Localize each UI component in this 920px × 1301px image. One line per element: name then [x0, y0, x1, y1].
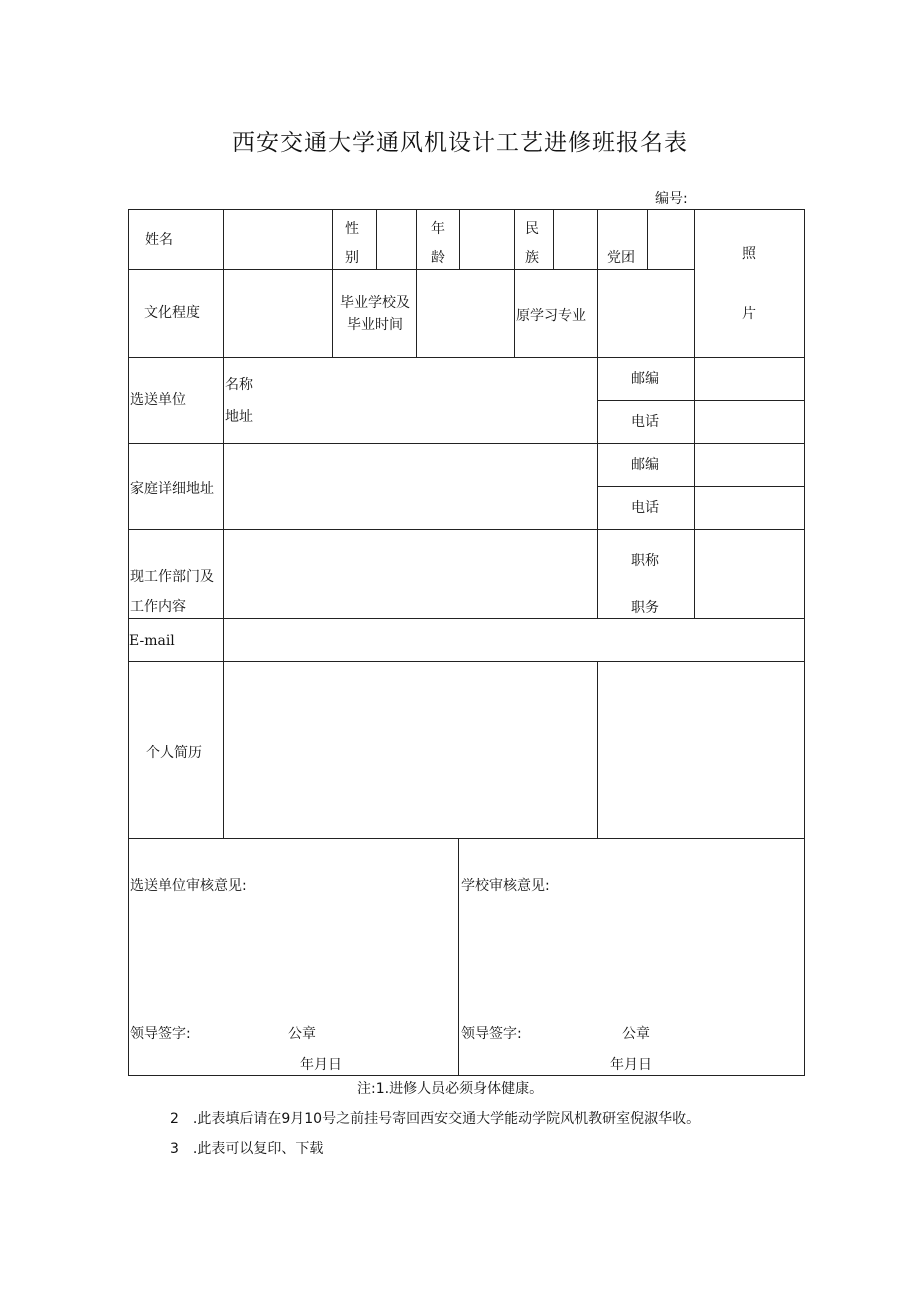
- label-sending-unit: 选送单位: [130, 392, 186, 408]
- registration-form-table: [128, 209, 805, 1076]
- table-border-bottom: [128, 1075, 805, 1076]
- col-divider: [553, 209, 554, 269]
- row-divider: [128, 618, 805, 619]
- label-postcode-2: 邮编: [631, 457, 659, 473]
- row-divider: [128, 357, 805, 358]
- col-divider: [597, 661, 598, 838]
- label-school-review: 学校审核意见:: [461, 878, 550, 894]
- label-ethnicity-2: 族: [525, 250, 539, 266]
- row-divider: [598, 400, 805, 401]
- note-1: 注:1.进修人员必须身体健康。: [357, 1081, 544, 1097]
- label-school-leader-sign: 领导签字:: [461, 1026, 522, 1042]
- label-phone-2: 电话: [631, 500, 659, 516]
- col-divider: [597, 269, 598, 357]
- table-border-top: [128, 209, 805, 210]
- label-school-2: 毕业时间: [347, 317, 403, 333]
- label-ethnicity-1: 民: [525, 221, 539, 237]
- label-school-1: 毕业学校及: [340, 295, 410, 311]
- label-home-address: 家庭详细地址: [130, 481, 214, 497]
- col-divider: [416, 209, 417, 357]
- label-resume: 个人简历: [146, 745, 202, 761]
- label-gender-2: 别: [345, 250, 359, 266]
- label-party: 党团: [607, 250, 635, 266]
- col-divider: [458, 838, 459, 1076]
- col-divider: [459, 209, 460, 269]
- label-age-2: 龄: [431, 250, 445, 266]
- note-2: 2 .此表填后请在9月10号之前挂号寄回西安交通大学能动学院风机教研室倪淑华收。: [170, 1111, 701, 1127]
- label-job-1: 现工作部门及: [130, 569, 214, 585]
- col-divider: [647, 209, 648, 269]
- label-education: 文化程度: [144, 305, 200, 321]
- form-title: 西安交通大学通风机设计工艺进修班报名表: [232, 130, 688, 156]
- col-divider: [332, 209, 333, 357]
- col-divider: [694, 209, 695, 357]
- note-3: 3 .此表可以复印、下载: [170, 1141, 324, 1157]
- col-divider: [376, 209, 377, 269]
- label-gender-1: 性: [345, 221, 359, 237]
- row-divider: [128, 661, 805, 662]
- label-unit-review: 选送单位审核意见:: [130, 878, 247, 894]
- label-unit-name: 名称: [225, 377, 253, 393]
- table-border-right: [804, 209, 805, 1076]
- label-email: E-mail: [129, 633, 175, 649]
- label-job-position: 职务: [631, 600, 659, 616]
- label-name: 姓名: [145, 232, 173, 248]
- label-job-2: 工作内容: [130, 599, 186, 615]
- label-unit-leader-sign: 领导签字:: [130, 1026, 191, 1042]
- label-school-seal: 公章: [622, 1026, 650, 1042]
- row-divider: [128, 838, 805, 839]
- col-divider: [223, 209, 224, 838]
- label-unit-seal: 公章: [288, 1026, 316, 1042]
- row-divider: [128, 529, 805, 530]
- row-divider: [598, 486, 805, 487]
- label-school-date: 年月日: [610, 1057, 652, 1073]
- col-divider: [694, 357, 695, 618]
- row-divider: [128, 443, 805, 444]
- col-divider: [514, 209, 515, 357]
- label-job-title: 职称: [631, 553, 659, 569]
- label-photo-2: 片: [742, 306, 756, 322]
- label-photo-1: 照: [742, 246, 756, 262]
- label-age-1: 年: [431, 221, 445, 237]
- row-divider: [128, 269, 694, 270]
- serial-number-label: 编号:: [655, 191, 688, 207]
- label-prior-major: 原学习专业: [516, 308, 586, 324]
- col-divider: [597, 209, 598, 269]
- label-unit-date: 年月日: [300, 1057, 342, 1073]
- col-divider: [597, 357, 598, 618]
- label-unit-address: 地址: [225, 409, 253, 425]
- label-postcode-1: 邮编: [631, 371, 659, 387]
- label-phone-1: 电话: [631, 414, 659, 430]
